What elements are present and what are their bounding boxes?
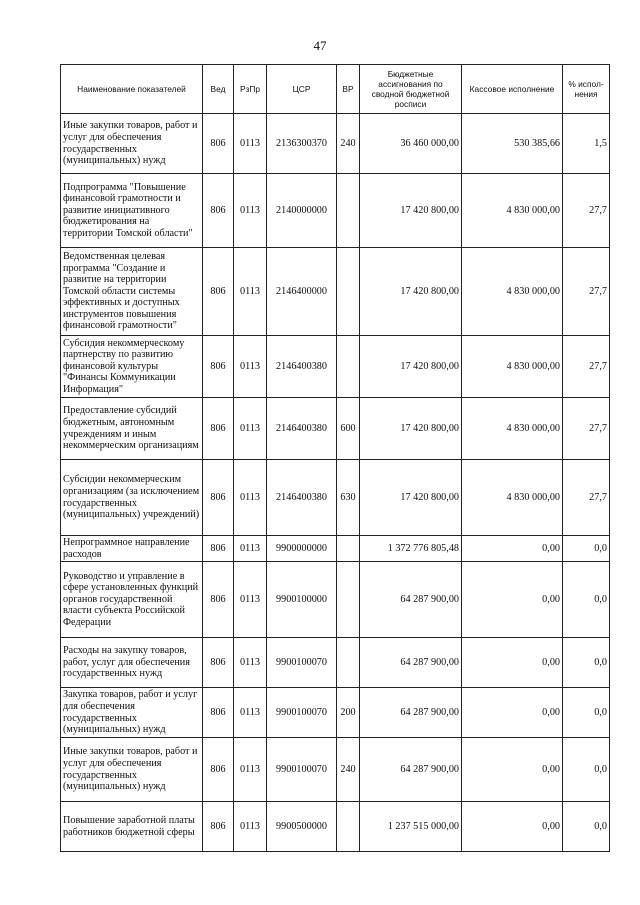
row-vr: [337, 336, 360, 398]
row-assigned: 64 287 900,00: [360, 688, 462, 738]
header-percent: % испол-нения: [563, 65, 610, 114]
row-executed: 4 830 000,00: [462, 174, 563, 248]
row-csr: 9900100070: [267, 738, 337, 802]
header-assigned: Бюджетные ассигнования по сводной бюджетной росписи: [360, 65, 462, 114]
row-rzpr: 0113: [234, 562, 267, 638]
row-assigned: 17 420 800,00: [360, 460, 462, 536]
row-vr: [337, 536, 360, 562]
row-csr: 2136300370: [267, 114, 337, 174]
table-row: [61, 802, 610, 852]
row-executed: 530 385,66: [462, 114, 563, 174]
row-rzpr: 0113: [234, 460, 267, 536]
row-executed: 0,00: [462, 562, 563, 638]
row-rzpr: 0113: [234, 688, 267, 738]
row-name: Непрограммное направление расходов: [61, 536, 203, 562]
row-percent: 0,0: [563, 536, 610, 562]
row-ved: 806: [203, 738, 234, 802]
table-row: [61, 460, 610, 536]
row-vr: 240: [337, 114, 360, 174]
row-name: Иные закупки товаров, работ и услуг для обеспечения государственных (муниципальных) нужд: [61, 738, 203, 802]
row-rzpr: 0113: [234, 336, 267, 398]
row-vr: [337, 562, 360, 638]
row-executed: 4 830 000,00: [462, 460, 563, 536]
row-name: Повышение заработной платы работников бюджетной сферы: [61, 802, 203, 852]
table-row: [61, 174, 610, 248]
row-rzpr: 0113: [234, 536, 267, 562]
row-name: Руководство и управление в сфере установленных функций органов государственной власти субъекта Российской Федерации: [61, 562, 203, 638]
row-assigned: 1 237 515 000,00: [360, 802, 462, 852]
row-assigned: 1 372 776 805,48: [360, 536, 462, 562]
row-assigned: 17 420 800,00: [360, 248, 462, 336]
row-percent: 0,0: [563, 562, 610, 638]
header-rzpr: РзПр: [234, 65, 267, 114]
header-name: Наименование показателей: [61, 65, 203, 114]
row-percent: 27,7: [563, 336, 610, 398]
row-assigned: 64 287 900,00: [360, 638, 462, 688]
row-assigned: 64 287 900,00: [360, 562, 462, 638]
row-percent: 0,0: [563, 638, 610, 688]
row-percent: 27,7: [563, 174, 610, 248]
row-executed: 0,00: [462, 738, 563, 802]
row-vr: 200: [337, 688, 360, 738]
row-name: Ведомственная целевая программа "Создание и развитие на территории Томской области системы эффективных и доступных инструментов повышения финансовой грамотности": [61, 248, 203, 336]
row-executed: 4 830 000,00: [462, 248, 563, 336]
row-assigned: 17 420 800,00: [360, 398, 462, 460]
row-name: Подпрограмма "Повышение финансовой грамотности и развитие инициативного бюджетирования на территории Томской области": [61, 174, 203, 248]
row-csr: 2146400380: [267, 398, 337, 460]
row-executed: 0,00: [462, 688, 563, 738]
row-name: Расходы на закупку товаров, работ, услуг для обеспечения государственных нужд: [61, 638, 203, 688]
header-vr: ВР: [337, 65, 360, 114]
header-ved: Вед: [203, 65, 234, 114]
table-row: [61, 536, 610, 562]
row-percent: 0,0: [563, 688, 610, 738]
row-rzpr: 0113: [234, 738, 267, 802]
row-name: Закупка товаров, работ и услуг для обеспечения государственных (муниципальных) нужд: [61, 688, 203, 738]
row-rzpr: 0113: [234, 398, 267, 460]
row-vr: 630: [337, 460, 360, 536]
table-row: [61, 638, 610, 688]
row-ved: 806: [203, 460, 234, 536]
row-name: Иные закупки товаров, работ и услуг для обеспечения государственных (муниципальных) нужд: [61, 114, 203, 174]
row-assigned: 36 460 000,00: [360, 114, 462, 174]
table-row: [61, 562, 610, 638]
row-ved: 806: [203, 688, 234, 738]
row-ved: 806: [203, 248, 234, 336]
table-row: [61, 248, 610, 336]
page-number: 47: [313, 38, 327, 53]
row-vr: 240: [337, 738, 360, 802]
row-vr: [337, 638, 360, 688]
row-percent: 27,7: [563, 460, 610, 536]
header-csr: ЦСР: [267, 65, 337, 114]
row-assigned: 17 420 800,00: [360, 336, 462, 398]
header-executed: Кассовое исполнение: [462, 65, 563, 114]
row-rzpr: 0113: [234, 248, 267, 336]
row-ved: 806: [203, 536, 234, 562]
budget-table: [60, 64, 610, 852]
row-csr: 2146400380: [267, 460, 337, 536]
row-ved: 806: [203, 398, 234, 460]
row-ved: 806: [203, 174, 234, 248]
row-ved: 806: [203, 336, 234, 398]
table-row: [61, 114, 610, 174]
row-vr: 600: [337, 398, 360, 460]
row-vr: [337, 248, 360, 336]
row-csr: 9900100000: [267, 562, 337, 638]
row-vr: [337, 802, 360, 852]
table-row: [61, 738, 610, 802]
row-percent: 0,0: [563, 802, 610, 852]
row-ved: 806: [203, 802, 234, 852]
row-executed: 0,00: [462, 638, 563, 688]
row-executed: 0,00: [462, 802, 563, 852]
row-name: Субсидии некоммерческим организациям (за исключением государственных (муниципальных) учреждений): [61, 460, 203, 536]
row-executed: 4 830 000,00: [462, 398, 563, 460]
row-assigned: 17 420 800,00: [360, 174, 462, 248]
table-row: [61, 336, 610, 398]
row-vr: [337, 174, 360, 248]
row-csr: 2140000000: [267, 174, 337, 248]
row-rzpr: 0113: [234, 114, 267, 174]
row-csr: 9900100070: [267, 638, 337, 688]
row-csr: 2146400000: [267, 248, 337, 336]
row-rzpr: 0113: [234, 802, 267, 852]
row-percent: 1,5: [563, 114, 610, 174]
row-rzpr: 0113: [234, 174, 267, 248]
row-name: Предоставление субсидий бюджетным, автономным учреждениям и иным некоммерческим организациям: [61, 398, 203, 460]
row-executed: 0,00: [462, 536, 563, 562]
row-assigned: 64 287 900,00: [360, 738, 462, 802]
row-rzpr: 0113: [234, 638, 267, 688]
row-csr: 9900500000: [267, 802, 337, 852]
table-row: [61, 688, 610, 738]
row-percent: 27,7: [563, 248, 610, 336]
row-percent: 0,0: [563, 738, 610, 802]
table-header-row: [61, 65, 610, 114]
row-csr: 2146400380: [267, 336, 337, 398]
row-executed: 4 830 000,00: [462, 336, 563, 398]
row-ved: 806: [203, 562, 234, 638]
table-row: [61, 398, 610, 460]
row-name: Субсидия некоммерческому партнерству по развитию финансовой культуры "Финансы Коммуникации Информация": [61, 336, 203, 398]
row-csr: 9900100070: [267, 688, 337, 738]
row-percent: 27,7: [563, 398, 610, 460]
row-ved: 806: [203, 114, 234, 174]
row-ved: 806: [203, 638, 234, 688]
row-csr: 9900000000: [267, 536, 337, 562]
